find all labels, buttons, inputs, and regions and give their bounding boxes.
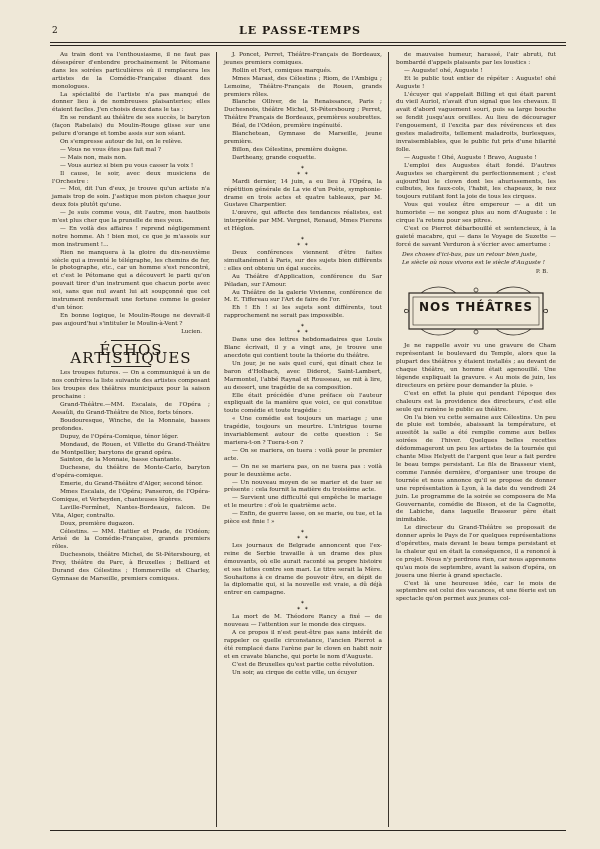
signature-lucien: Lucien. [181, 328, 202, 335]
paragraph: Un jour, je ne sais quel curé, qui dînait chez le baron d'Holbach, avec Diderot, Saint-Lambert, Marmontel, l'abbé Raynal et Rousseau, se mit à lire, au dessert, une tragédie de sa composition. [224, 360, 382, 391]
footer-rule [50, 830, 566, 831]
paragraph: Vous qui voulez être empereur — a dit un humoriste — ne songez plus au nom d'Auguste : le cirque l'a retenu pour ses pitres. [396, 202, 556, 225]
paragraph: de mauvaise humeur, harassé, l'air abruti, fut bombardé d'appels plaisants par les loustics : [396, 52, 556, 66]
paragraph: Un soir, au cirque de cette ville, un écuyer [232, 669, 357, 676]
belgrade-item [224, 543, 382, 598]
paragraph: Duchesne, du théâtre de Monte-Carlo, baryton d'opéra-comique. [52, 465, 210, 480]
paragraph: Emerie, du Grand-Théâtre d'Alger, second ténor. [60, 481, 203, 488]
paragraph: En bonne logique, le Moulin-Rouge ne devrait-il pas aujourd'hui s'intituler le Moulin-à-Vent ? [52, 312, 210, 327]
paragraph: Mondaud, de Rouen, et Villette du Grand-Théâtre de Montpellier, barytons de grand opéra. [52, 441, 210, 456]
paragraph: Blanche Olliver, de la Renaissance, Paris ; Duchesnois, théâtre Michel, St-Pétersbourg ; Perret, Théâtre Français de Bordeaux, premières soubrettes. [224, 99, 382, 122]
header-rule [50, 42, 566, 43]
paragraph: Deux conférences viennent d'être faites simultanément à Paris, sur des sujets bien différents : elles ont obtenu un égal succès. [224, 250, 382, 272]
ornament-stars: ✶ ✶ ✶ [296, 164, 310, 177]
paragraph: Elle était précédée d'une préface où l'auteur expliquait de la manière que voici, ce qui constitue toute comédie et toute tragédie : [224, 392, 382, 415]
section-title-nos-theatres: NOS THÉÂTRES [418, 300, 534, 315]
paragraph: L'emploi des Augustes était fondé. D'autres Augustes se chargèrent du perfectionnement ; c'est aujourd'hui le clown dont les ahurissements, les culbutes, les faux-cols, l'habit, les chapeaux, le nez toujours rutilant font la joie de tous les cirques. [396, 162, 556, 201]
paragraph: Mardi dernier, 14 juin, a eu lieu à l'Opéra, la répétition générale de La vie d'un Poète, symphonie-drame en trois actes et quatre tableaux, par M. Gustave Charpentier. [224, 178, 382, 209]
column-1 [52, 52, 210, 584]
column-divider-1 [216, 52, 217, 827]
paragraph: Les troupes futures. — On a communiqué à un de nos confrères la liste suivante des artistes composant les troupes des théâtres municipaux pour la saison prochaine : [52, 370, 210, 401]
paragraph: — Enfin, de guerre lasse, on se marie, ou tue, et la pièce est finie ! » [224, 511, 382, 526]
paragraph: Rien ne manquera à la gloire du dix-neuvième siècle qui a inventé le télégraphe, les chemins de fer, le photographe, etc., car un homme s'est rencontré, et c'est le Pétomane qui a découvert le parti qu'on pouvait tirer d'un instrument que chacun porte avec soi, sans que nul avant lui ait soupçonné que cet instrument renfermait une fortune comme le gosier d'un ténor. [52, 249, 210, 311]
paragraph: En se rendant au théâtre de ses succès, le baryton (façon Rabelais) du Moulin-Rouge glisse sur une pelure d'orange et tombe assis sur son séant. [52, 115, 210, 138]
paragraph: Au Théâtre de la galerie Vivienne, conférence de M. E. Tiffereau sur l'Art de faire de l'or. [224, 289, 382, 304]
ornament-stars: ✶ ✶ ✶ [296, 236, 310, 249]
paragraph: Boudouresque, Winche, de la Monnaie, basses profondes. [52, 417, 210, 432]
paragraph: C'est là une heureuse idée, car le mois de septembre est celui des vacances, et une féerie est un spectacle qu'on permet aux jeunes col- [396, 580, 556, 603]
paragraph: — Je suis comme vous, dit l'autre, mon hautbois m'est plus cher que la prunelle de mes yeux. [52, 210, 210, 225]
ornament-stars: ✶ ✶ ✶ [296, 323, 310, 336]
paragraph: A ce propos il n'est peut-être pas sans intérêt de rappeler ce quelle circonstance, l'ancien Pierrot a été remplacé dans l'arène par le clown en habit noir et en cravate blanche, qui porte le nom d'Auguste. [224, 630, 382, 660]
paragraph: — On ne se mariera pas, on ne tuera pas : voilà pour le deuxième acte. [224, 463, 382, 478]
paragraph: Laville-Fermînet, Nantes-Bordeaux, falcon. De Vita, Alger, contralto. [52, 504, 210, 519]
paragraph: — Vous ne vous êtes pas fait mal ? [60, 146, 162, 153]
paragraph: Au Théâtre d'Application, conférence du Sar Péladan, sur l'Amour. [224, 273, 382, 288]
troupe-list-continued [224, 52, 382, 163]
separator [111, 366, 151, 367]
paragraph: Mmes Marast, des Célestins ; Riom, de l'Ambigu ; Lemoine, Théâtre-Français de Rouen, grands premiers rôles. [224, 75, 382, 98]
column-2 [224, 52, 382, 678]
paragraph: Billon, des Célestins, première duègne. [232, 146, 348, 153]
paragraph: — En voilà des affaires ! reprend négligemment notre homme. Ah ! bien moi, ce que je m'assois sur mon instrument !... [52, 225, 210, 248]
paragraph: C'est de Bruxelles qu'est partie cette révolution. [232, 661, 375, 668]
paragraph: Le siècle où nous vivons est le siècle d'Auguste ! [402, 259, 545, 266]
paragraph: — Un nouveau moyen de se marier et de tuer se présente : cela fournit la matière du troisième acte. [224, 479, 382, 494]
column-divider-2 [388, 52, 389, 827]
paragraph: L'œuvre, qui affecte des tendances réalistes, est interprétée par MM. Vergnet, Renaud, Mmes Fierens et Héglon. [224, 210, 382, 233]
paragraph: La mort de M. Théodore Rancy a fixé — de nouveau — l'attention sur le monde des cirques. [224, 614, 382, 629]
verse-quote [402, 252, 556, 268]
echos-list [52, 370, 210, 583]
signature-pb: P. B. [535, 269, 548, 276]
paragraph: Célestins. — MM. Hattier et Prade, de l'Odéon; Arisé de la Comédie-Française, grands premiers rôles. [52, 528, 210, 551]
nos-theatres-article [396, 343, 556, 604]
section-title-echos: ÉCHOS ARTISTIQUES [70, 340, 192, 367]
paragraph: Blanchetean, Gymnase de Marseille, jeune première. [224, 131, 382, 145]
column-3 [396, 52, 556, 604]
paragraph: C'est en effet la pluie qui pendant l'époque des chaleurs est la providence des directeurs, c'est elle seule qui ramène le public au théâtre. [396, 390, 556, 413]
paragraph: — On se mariera, on tuera : voilà pour le premier acte. [224, 447, 382, 462]
paragraph: Doux, première dugazon. [60, 520, 135, 527]
opera-rehearsal-item [224, 179, 382, 234]
paragraph: Sainton, de la Monnaie, basse chantante. [60, 457, 182, 464]
ornament-stars: ✶ ✶ ✶ [296, 528, 310, 541]
paragraph: Dans une des lettres hebdomadaires que Louis Blanc écrivait, il y a vingt ans, je trouve une anecdote qui contient toute la théorie du théâtre. [224, 337, 382, 359]
paragraph: La spécialité de l'artiste n'a pas manqué de donner lieu à de nombreuses plaisanteries; elles étaient faciles. J'en choisis deux dans le tas : [52, 91, 210, 114]
column-1-article [52, 52, 210, 329]
page-number: 2 [52, 26, 58, 36]
paragraph: — Vous auriez si bien pu vous casser la voix ! [60, 162, 194, 169]
paragraph: — Mais non, mais non. [60, 154, 127, 161]
paragraph: Eh ! Eh ! si les sujets sont différents, tout rapprochement ne serait pas impossible. [224, 305, 382, 320]
paragraph: Et le public tout entier de répéter : Auguste! ohé Auguste ! [396, 75, 556, 90]
paragraph: Rollin et Fort, comiques marqués. [232, 67, 332, 74]
header-rule-2 [50, 45, 566, 46]
paragraph: « Une comédie est toujours un mariage ; une tragédie, toujours un meurtre. L'intrigue tourne invariablement autour de cette question : Se mariera-t-on ? Tuera-t-on ? [224, 416, 382, 446]
ornament-stars: ✶ ✶ ✶ [296, 600, 310, 613]
paragraph: Mmes Escalais, de l'Opéra; Panseron, de l'Opéra-Comique, et Verheyden, chanteuses légères. [52, 489, 210, 503]
nos-theatres-banner [401, 285, 551, 337]
paragraph: C'est ce Pierrot débarbouillé et sentencieux, à la gaieté macabre, qui — dans le Voyage de Suzette — forcé de savant Verduron à s'écrier avec amertume : [396, 225, 556, 248]
paragraph: Duchesnois, théâtre Michel, de St-Pétersbourg, et Frey, théâtre du Parc, à Bruxelles ; Belliard et Durand des Célestins ; Hommerville et Charley, Gymnase de Marseille, premiers comiques. [52, 552, 210, 582]
paragraph: Je ne rappelle avoir vu une gravure de Cham représentant le boulevard du Temple, alors que la plupart des théâtres y étaient installés ; au devant de chaque théâtre, un homme était agenouillé. Une légende expliquait la gravure. « Au mois de juin, les directeurs en prière pour demander la pluie. » [396, 343, 556, 389]
paragraph: Béal, de l'Odéon, première ingénuité. [232, 123, 343, 130]
paragraph: Il cause, le soir, avec deux musiciens de l'Orchestre : [52, 170, 210, 185]
paragraph: J. Poncet, Perret, Théâtre-Français de Bordeaux, jeunes premiers comiques. [224, 52, 382, 66]
conferences-item [224, 250, 382, 321]
paragraph: — Survient une difficulté qui empêche le mariage et le meurtre : d'où le quatrième acte. [224, 495, 382, 510]
paragraph: Le directeur du Grand-Théâtre se proposait de donner après le Pays de l'or quelques représentations d'opérettes, mais devant le beau temps persistant et la chaleur qui en était la conséquence, il a renoncé à ce projet. Nous n'y perdrons rien, car nous apprenons qu'au mois de septembre, avant la saison d'opéra, on jouera une féerie à grand spectacle. [396, 525, 556, 579]
paragraph: On s'empresse autour de lui, on le relève. [60, 138, 183, 145]
paragraph: Dartheany, grande coquette. [232, 154, 316, 161]
paragraph: — Moi, dit l'un d'eux, je trouve qu'un artiste n'a jamais trop de soin. J'astique mon piston chaque jour deux fois plutôt qu'une. [52, 186, 210, 209]
paragraph: — Auguste ! Ohé, Auguste ! Bravo, Auguste ! [404, 154, 537, 161]
paragraph: On l'a bien vu cette semaine aux Célestins. Un peu de pluie est tombée, abaissant la température, et aussitôt la salle a été remplie comme aux belles soirées de l'hiver. Quelques belles recettes dédommageront un peu les artistes de la tournée qui chante Miss Helyett de l'argent que leur a fait perdre le beau temps persistant. Le fils de Brasseur vient, comme l'année dernière, d'organiser une troupe de tournée et nous annonce qu'il se propose de donner une représentation à Lyon, à la date du vendredi 24 juin. Le programme de la soirée se composera de Ma Gouvernante, comédie de Bisson, et de la Cagnotte, de Labiche, dans laquelle Brasseur père était inimitable. [396, 414, 556, 524]
louis-blanc-anecdote [224, 337, 382, 527]
auguste-story [396, 52, 556, 250]
newspaper-title: LE PASSE-TEMPS [239, 24, 361, 37]
paragraph: Les journaux de Belgrade annoncent que l'ex-reine de Serbie travaille à un drame des plus émouvants, où elle aurait raconté sa propre histoire et ses luttes contre son mari. Le titre serait la Mère. Souhaitons à ce drame de pouvoir être, en dépit de la diplomatie qui, si la nouvelle est vraie, a dû déjà entrer en campagne. [224, 542, 382, 597]
paragraph: L'écuyer qui s'appelait Billing et qui était parent du vieil Auriol, n'avait d'un signal que les chevaux. Il avait d'abord vaguement souri, puis sa large bouche se fendit jusqu'aux oreilles. Au lieu de décourager l'engouement, il l'excita par des révérences et des gestes maladroits, tellement maladroits, burlesques, invraisemblables, que le public fut pris d'une hilarité folle. [396, 91, 556, 153]
paragraph: — Auguste! ohé, Auguste ! [404, 67, 483, 74]
paragraph: Grand-Théâtre.—MM. Escalais, de l'Opéra ; Assaûli, du Grand-Théâtre de Nice, forts ténors. [52, 402, 210, 416]
paragraph: Des choses d'ici-bas, pas un retour bien juste, [402, 251, 537, 258]
paragraph: Dupuy, de l'Opéra-Comique, ténor léger. [60, 433, 179, 440]
paragraph: Au train dont va l'enthousiasme, il ne faut pas désespérer d'entendre prochainement le Pétomane dans les soirées particulières où il remplacera les artistes de la Comédie-Française disant des monologues. [52, 52, 210, 90]
circus-item [224, 614, 382, 677]
